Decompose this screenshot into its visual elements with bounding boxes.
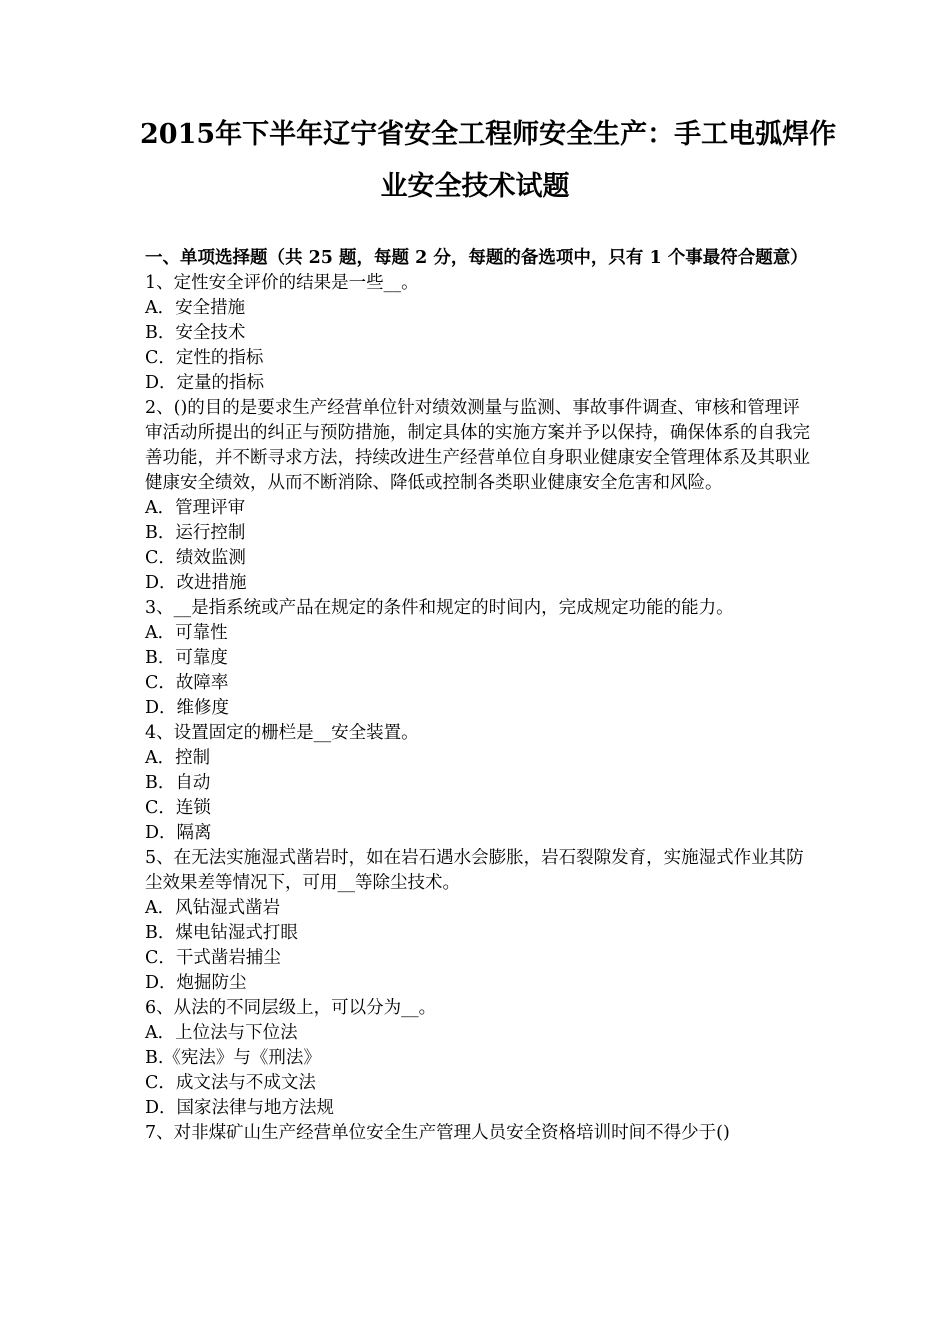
option-d: D．国家法律与地方法规	[145, 1098, 335, 1118]
option-b: B．煤电钻湿式打眼	[145, 923, 298, 943]
option-a: A．管理评审	[145, 498, 246, 518]
option-b: B．安全技术	[145, 323, 246, 343]
question-text: 3、__是指系统或产品在规定的条件和规定的时间内，完成规定功能的能力。	[145, 598, 734, 618]
option-c: C．干式凿岩捕尘	[145, 948, 281, 968]
option-c: C．故障率	[145, 673, 229, 693]
document-title-line-1: 2015年下半年辽宁省安全工程师安全生产：手工电弧焊作	[140, 119, 837, 150]
option-a: A．控制	[145, 748, 211, 768]
option-c: C．连锁	[145, 798, 211, 818]
option-c: C．成文法与不成文法	[145, 1073, 316, 1093]
option-a: A．风钻湿式凿岩	[145, 898, 281, 918]
option-d: D．炮掘防尘	[145, 973, 247, 993]
question-text: 7、对非煤矿山生产经营单位安全生产管理人员安全资格培训时间不得少于()	[145, 1123, 730, 1143]
option-b: B.《宪法》与《刑法》	[145, 1048, 321, 1068]
question-text: 6、从法的不同层级上，可以分为__。	[145, 998, 437, 1018]
option-a: A．安全措施	[145, 298, 246, 318]
question-7	[145, 1121, 817, 1146]
question-text: 1、定性安全评价的结果是一些__。	[145, 273, 419, 293]
question-text: 4、设置固定的栅栏是__安全装置。	[145, 723, 419, 743]
question-4	[145, 721, 817, 846]
option-d: D．维修度	[145, 698, 230, 718]
question-5	[145, 846, 817, 996]
document-title-line-2: 业安全技术试题	[380, 171, 570, 202]
section-heading: 一、单项选择题（共 25 题，每题 2 分，每题的备选项中，只有 1 个事最符合题意）	[145, 248, 808, 268]
question-text: 5、在无法实施湿式凿岩时，如在岩石遇水会膨胀，岩石裂隙发育，实施湿式作业其防尘效果差等情况下，可用__等除尘技术。	[145, 848, 804, 893]
question-1	[145, 271, 817, 396]
option-c: C．绩效监测	[145, 548, 246, 568]
option-a: A．可靠性	[145, 623, 228, 643]
option-b: B．运行控制	[145, 523, 246, 543]
question-6	[145, 996, 817, 1121]
option-b: B．可靠度	[145, 648, 228, 668]
document-body	[145, 246, 817, 1146]
option-d: D．改进措施	[145, 573, 247, 593]
question-2	[145, 396, 817, 596]
option-c: C．定性的指标	[145, 348, 264, 368]
question-3	[145, 596, 817, 721]
option-a: A．上位法与下位法	[145, 1023, 298, 1043]
option-d: D．定量的指标	[145, 373, 265, 393]
option-b: B．自动	[145, 773, 211, 793]
question-text: 2、()的目的是要求生产经营单位针对绩效测量与监测、事故事件调查、审核和管理评审活动所提出的纠正与预防措施，制定具体的实施方案并予以保持，确保体系的自我完善功能，并不断寻求方法，持续改进生产经营单位自身职业健康安全管理体系及其职业健康安全绩效，从而不断消除、降低或控制各类职业健康安全危害和风险。	[145, 398, 810, 493]
option-d: D．隔离	[145, 823, 212, 843]
